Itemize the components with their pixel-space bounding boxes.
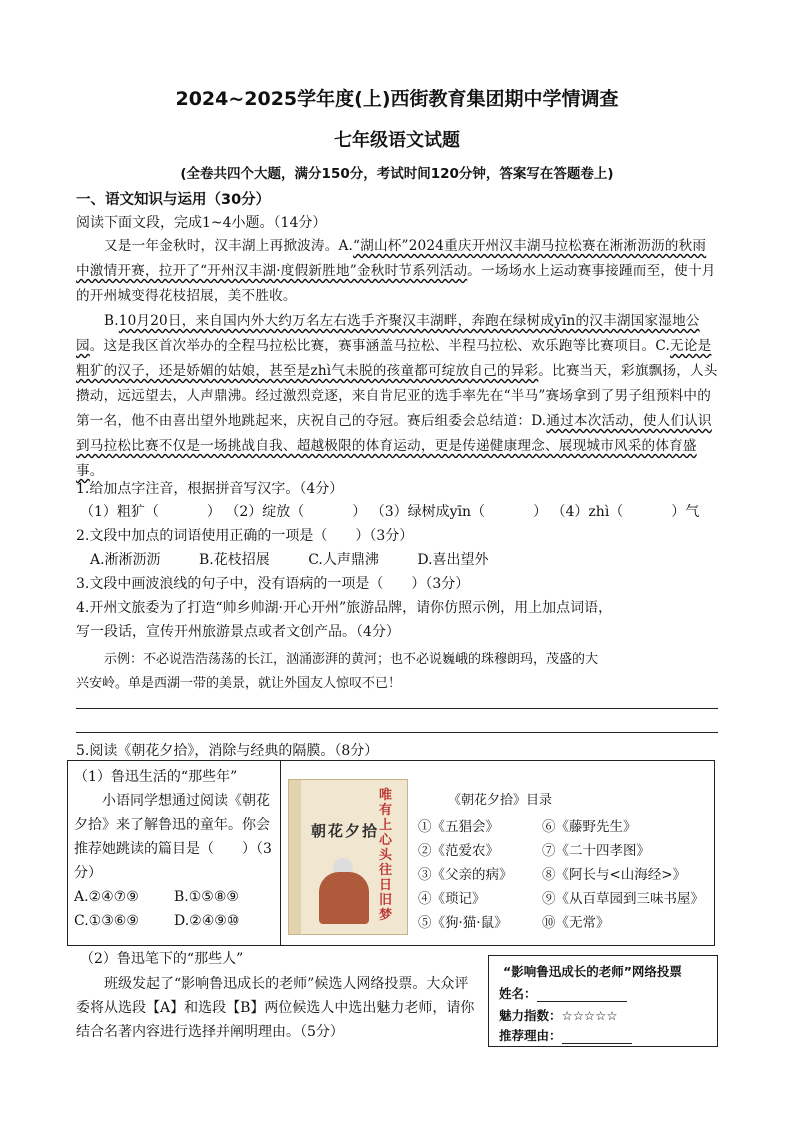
example-line-2: 兴安岭。单是西湖一带的美景，就让外国友人惊叹不已！ xyxy=(76,676,402,691)
p2-text-d: 。比赛当天，彩旗飘扬，人头攒动，远远望去，人声鼎沸。经过激烈竞逐，来自肯尼亚的选手率先在“半马”赛场拿到了男子组预料中的第一名，他不由喜出望外地跳起来，庆祝自己的夺冠。赛后组委会总结道：D. xyxy=(76,363,718,429)
q1-item-1-open: （1）粗犷（ xyxy=(80,504,159,520)
question-4-cont: 写一段话，宣传开州旅游景点或者文创产品。（4分） xyxy=(76,624,400,640)
q2-option-d[interactable]: D.喜出望外 xyxy=(417,552,489,568)
q1-item-2-open: （2）绽放（ xyxy=(225,504,305,520)
vote-charm-rating[interactable]: 魅力指数：☆☆☆☆☆ xyxy=(499,1008,618,1023)
toc-right-1: ⑥《藤野先生》 xyxy=(542,819,637,835)
q5-option-b[interactable]: B.①⑤⑧⑨ xyxy=(174,889,239,905)
q1-item-3-close: ） xyxy=(533,504,548,520)
vote-title: “影响鲁迅成长的老师”网络投票 xyxy=(503,964,682,979)
q5-option-a[interactable]: A.②④⑦⑨ xyxy=(74,889,139,905)
p2-wavy-sentence-d: 通过本次活动，使人们认识到马拉松比赛不仅是一场挑战自我、超越极限的体育运动，更是传递健康理念、展现城市风采的体育盛事 xyxy=(76,413,712,479)
p2-wavy-sentence-c: 无论是粗犷的汉子，还是娇媚的姑娘，甚至是zhì气未脱的孩童都可绽放自己的异彩 xyxy=(76,338,712,379)
toc-left-2: ②《范爱农》 xyxy=(418,843,499,859)
question-2-options xyxy=(90,549,489,569)
vote-reason-label: 推荐理由： xyxy=(499,1028,562,1043)
q5-part1-text xyxy=(74,765,274,933)
p2-wavy-sentence-b: 10月20日，来自国内外大约万名左右选手齐聚汉丰湖畔，奔跑在绿树成yīn的汉丰湖国家湿地公园 xyxy=(76,313,700,354)
q2-option-c[interactable]: C.人声鼎沸 xyxy=(308,552,379,568)
toc-title: 《朝花夕拾》目录 xyxy=(448,793,553,808)
question-2: 2.文段中加点的词语使用正确的一项是（ ）（3分） xyxy=(76,528,414,544)
toc-right-3: ⑧《阿长与<山海经>》 xyxy=(542,867,687,883)
section-heading: 一、语文知识与运用（30分） xyxy=(76,192,271,208)
toc-left-5: ⑤《狗·猫·鼠》 xyxy=(418,915,508,931)
p2-end: 。 xyxy=(89,463,104,479)
q5-part2-title: （2）鲁迅笔下的“那些人” xyxy=(80,951,244,967)
question-5: 5.阅读《朝花夕拾》，消除与经典的隔膜。（8分） xyxy=(76,743,379,759)
q1-item-3-open: （3）绿树成yīn（ xyxy=(370,504,486,520)
vote-reason-row xyxy=(499,1026,632,1044)
passage-paragraph-2 xyxy=(76,309,718,484)
question-1: 1.给加点字注音，根据拼音写汉字。（4分） xyxy=(76,481,344,497)
toc-left-4: ④《琐记》 xyxy=(418,891,486,907)
q5-part2-body xyxy=(76,972,482,1044)
q1-item-2-close: ） xyxy=(352,504,367,520)
vote-reason-field[interactable] xyxy=(562,1031,632,1044)
question-4: 4.开州文旅委为了打造“帅乡帅湖·开心开州”旅游品牌，请你仿照示例，用上加点词语， xyxy=(76,600,613,616)
toc-right-2: ⑦《二十四孝图》 xyxy=(542,843,650,859)
reading-intro: 阅读下面文段，完成1~4小题。（14分） xyxy=(76,215,327,231)
q2-option-a[interactable]: A.淅淅沥沥 xyxy=(90,552,161,568)
q5-part1-options-row2 xyxy=(74,909,274,933)
page-subtitle: 七年级语文试题 xyxy=(334,130,460,151)
vote-name-row xyxy=(499,984,627,1002)
vote-name-label: 姓名： xyxy=(499,986,537,1001)
vote-name-field[interactable] xyxy=(537,989,627,1002)
q5-part1-box xyxy=(67,760,715,946)
toc-right-4: ⑨《从百草园到三味书屋》 xyxy=(542,891,704,907)
toc-left-3: ③《父亲的病》 xyxy=(418,867,513,883)
page-title: 2024~2025学年度(上)西街教育集团期中学情调查 xyxy=(175,88,619,110)
answer-line[interactable] xyxy=(76,708,718,709)
passage-paragraph-1 xyxy=(76,234,718,309)
toc-right-5: ⑩《无常》 xyxy=(542,915,610,931)
p1-text-end: 。一场场水上运动赛事接踵而至，使十月的开州城变得花枝招展，美不胜收。 xyxy=(76,263,716,304)
question-3: 3.文段中画波浪线的句子中，没有语病的一项是（ ）（3分） xyxy=(76,576,470,592)
p1-text-a: 又是一年金秋时，汉丰湖上再掀波涛。A. xyxy=(104,238,354,254)
q1-item-4-close: ）气 xyxy=(671,504,700,520)
vote-card xyxy=(488,955,718,1047)
book-cover-title: 朝花夕拾 xyxy=(311,822,380,840)
q1-item-1-close: ） xyxy=(206,504,221,520)
example-line-1: 示例：不必说浩浩荡荡的长江，汹涌澎湃的黄河；也不必说巍峨的珠穆朗玛，茂盛的大 xyxy=(104,652,599,667)
q1-item-4-open: （4）zhì（ xyxy=(551,504,624,520)
q5-part1-options-row1 xyxy=(74,885,274,909)
figure-body xyxy=(319,872,369,924)
book-spine xyxy=(289,780,301,934)
q5-option-d[interactable]: D.②④⑨⑩ xyxy=(174,913,240,929)
book-cover-image xyxy=(288,779,408,935)
p1-wavy-sentence-a: “湖山杯”2024重庆开州汉丰湖马拉松赛在淅淅沥沥的秋雨中激情开赛，拉开了“开州汉丰湖·度假新胜地”金秋时节系列活动 xyxy=(76,238,707,279)
passage xyxy=(76,234,718,484)
q5-part1-title: （1）鲁迅生活的“那些年” xyxy=(74,769,238,785)
toc-left-1: ①《五猖会》 xyxy=(418,819,499,835)
book-cover-vertical-text: 唯有上心头往日旧梦 xyxy=(379,788,393,923)
box-divider xyxy=(280,761,281,945)
q5-part1-body: 小语同学想通过阅读《朝花夕拾》来了解鲁迅的童年。你会推荐她跳读的篇目是（ ）（3分） xyxy=(74,793,272,881)
p2-label-b: B. xyxy=(104,313,119,329)
question-1-items xyxy=(80,501,699,521)
q5-option-c[interactable]: C.①③⑥⑨ xyxy=(74,913,139,929)
answer-line[interactable] xyxy=(76,732,718,733)
q5-part2-text: 班级发起了“影响鲁迅成长的老师”候选人网络投票。大众评委将从选段【A】和选段【B】两位候选人中选出魅力老师，请你结合名著内容进行选择并阐明理由。（5分） xyxy=(76,976,475,1040)
q2-option-b[interactable]: B.花枝招展 xyxy=(199,552,270,568)
p2-text-c: 。这是我区首次举办的全程马拉松比赛，赛事涵盖马拉松、半程马拉松、欢乐跑等比赛项目。C. xyxy=(89,338,670,354)
exam-note: (全卷共四个大题，满分150分，考试时间120分钟，答案写在答题卷上) xyxy=(180,166,614,182)
